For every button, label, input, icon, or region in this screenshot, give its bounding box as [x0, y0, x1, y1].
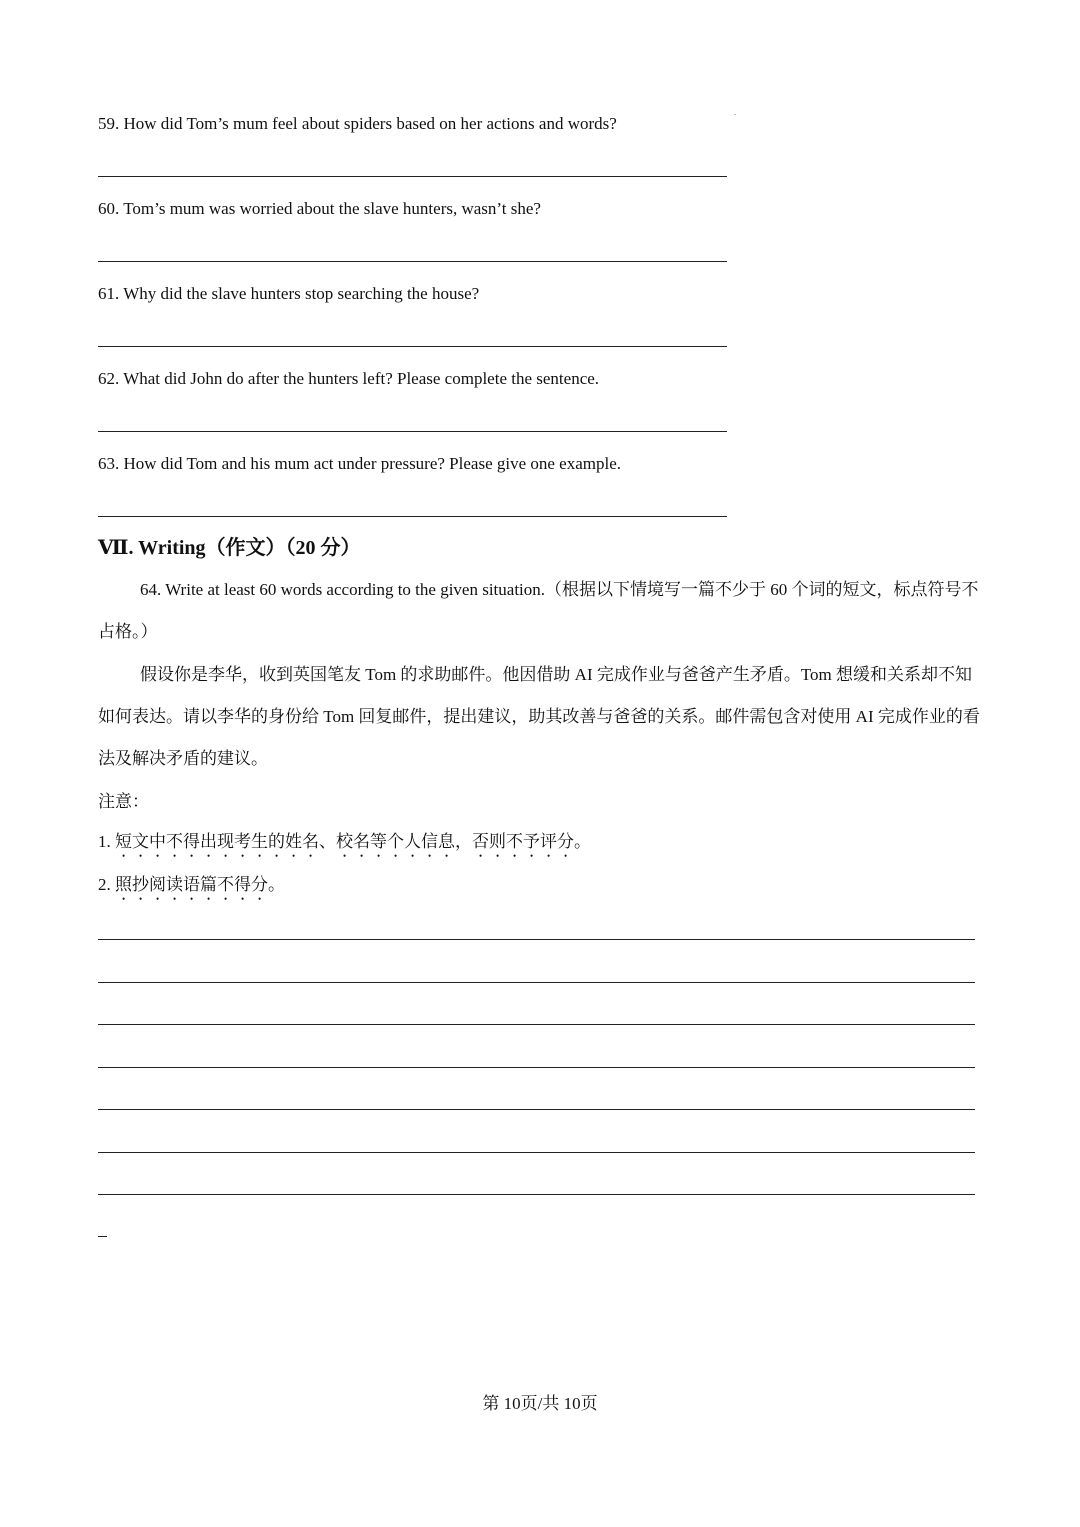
question-63 — [98, 454, 621, 474]
question-60 — [98, 199, 541, 219]
question-text: How did Tom’s mum feel about spiders based on her actions and words? — [123, 114, 617, 133]
question-number: 59. — [98, 114, 120, 133]
answer-line-61[interactable] — [98, 346, 727, 347]
writing-task: 64. Write at least 60 words according to the given situation.（根据以下情境写一篇不少于 60 个词的短文，标点符号不占格。） — [98, 580, 979, 641]
note-number: 1. — [98, 832, 111, 851]
writing-line[interactable] — [98, 982, 975, 983]
section-numeral: Ⅶ. — [98, 537, 134, 559]
writing-line[interactable] — [98, 939, 975, 940]
question-number: 61. — [98, 284, 120, 303]
writing-line[interactable] — [98, 1024, 975, 1025]
notes-label: 注意： — [98, 792, 149, 811]
writing-line[interactable] — [98, 1067, 975, 1068]
note-text-emphasized: 照抄阅读语篇不得分 — [115, 875, 268, 894]
note-end-punct: 。 — [268, 875, 285, 894]
scan-speck — [734, 114, 736, 115]
question-number: 63. — [98, 454, 120, 473]
question-number: 60. — [98, 199, 120, 218]
page-footer: 第 10页/共 10页 — [482, 1394, 598, 1413]
note-text-emphasized: 短文中不得出现考生的姓名、校名等个人信息，否则不予评分 — [115, 832, 574, 851]
answer-line-59[interactable] — [98, 176, 727, 177]
writing-line[interactable] — [98, 1109, 975, 1110]
question-61 — [98, 284, 479, 304]
stray-dash — [98, 1236, 107, 1237]
note-2 — [98, 873, 285, 904]
question-62 — [98, 369, 599, 389]
note-1 — [98, 830, 591, 861]
question-text: How did Tom and his mum act under pressure? Please give one example. — [123, 454, 622, 473]
question-text: What did John do after the hunters left? Please complete the sentence. — [123, 369, 600, 388]
note-end-punct: 。 — [574, 832, 591, 851]
section-heading: Writing（作文）（20 分） — [138, 537, 361, 559]
writing-line[interactable] — [98, 1152, 975, 1153]
writing-situation: 假设你是李华，收到英国笔友 Tom 的求助邮件。他因借助 AI 完成作业与爸爸产生矛盾。Tom 想缓和关系却不知如何表达。请以李华的身份给 Tom 回复邮件，提出建议，助其改善与爸爸的关系。邮件需包含对使用 AI 完成作业的看法及解决矛盾的建议。 — [98, 665, 980, 768]
question-text: Tom’s mum was worried about the slave hunters, wasn’t she? — [123, 199, 541, 218]
answer-line-62[interactable] — [98, 431, 727, 432]
answer-line-63[interactable] — [98, 516, 727, 517]
answer-line-60[interactable] — [98, 261, 727, 262]
note-number: 2. — [98, 875, 111, 894]
section-title-writing — [98, 536, 361, 560]
writing-line[interactable] — [98, 1194, 975, 1195]
question-number: 62. — [98, 369, 120, 388]
question-59 — [98, 114, 617, 134]
question-text: Why did the slave hunters stop searching the house? — [123, 284, 480, 303]
